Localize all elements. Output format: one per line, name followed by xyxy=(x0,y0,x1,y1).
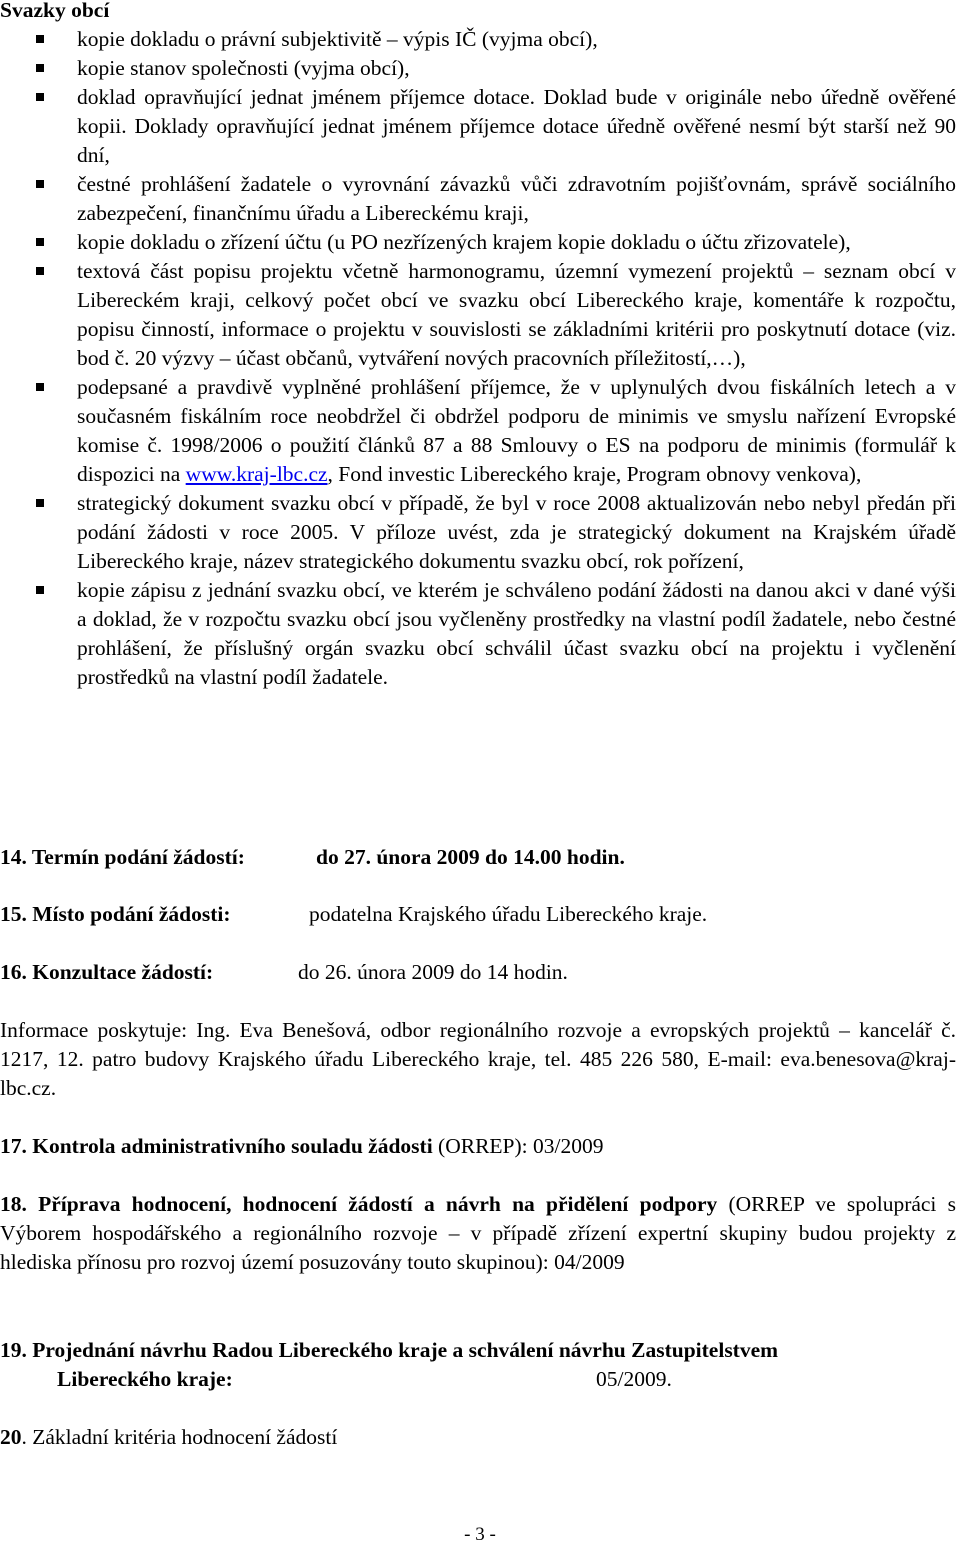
list-item: kopie zápisu z jednání svazku obcí, ve kterém je schváleno podání žádosti na danou akci v dané výši a doklad, že v rozpočtu svazku obcí jsou vyčleněny prostředky na vlastní podíl žadatele, nebo čestné prohlášení, že příslušný orgán svazku obcí schválil účast svazku obcí na projektu i vyčlenění prostředků na vlastní podíl žadatele. xyxy=(0,576,956,692)
list-item: doklad opravňující jednat jménem příjemce dotace. Doklad bude v originále nebo úředně ověřené kopii. Doklady opravňující jednat jménem příjemce dotace úředně ověřené nesmí být starší než 90 dní, xyxy=(0,83,956,170)
section-16-label: 16. Konzultace žádostí: xyxy=(0,960,214,984)
section-20-number: 20 xyxy=(0,1425,22,1449)
section-19-label-line2: Libereckého kraje: xyxy=(57,1367,233,1391)
list-item: čestné prohlášení žadatele o vyrovnání závazků vůči zdravotním pojišťovnám, správě sociálního zabezpečení, finančnímu úřadu a Libereckému kraji, xyxy=(0,170,956,228)
section-18 xyxy=(0,1190,956,1277)
section-15-label: 15. Místo podání žádosti: xyxy=(0,902,231,926)
section-17-label: 17. Kontrola administrativního souladu žádosti xyxy=(0,1134,433,1158)
square-bullet-icon xyxy=(36,35,44,43)
list-item: kopie dokladu o zřízení účtu (u PO nezřízených krajem kopie dokladu o účtu zřizovatele), xyxy=(0,228,956,257)
required-documents-list xyxy=(0,25,956,692)
square-bullet-icon xyxy=(36,383,44,391)
square-bullet-icon xyxy=(36,64,44,72)
section-16-value: do 26. února 2009 do 14 hodin. xyxy=(298,960,568,984)
page-number: - 3 - xyxy=(464,1524,496,1545)
list-item: strategický dokument svazku obcí v případě, že byl v roce 2008 aktualizován nebo nebyl předán při podání žádosti v roce 2005. V příloze uvést, zda je strategický dokument na Krajském úřadě Libereckého kraje, název strategického dokumentu svazku obcí, rok pořízení, xyxy=(0,489,956,576)
section-15-value: podatelna Krajského úřadu Libereckého kraje. xyxy=(309,902,708,926)
list-item-de-minimis: podepsané a pravdivě vyplněné prohlášení příjemce, že v uplynulých dvou fiskálních letech a v současném fiskálním roce neobdržel či obdržel podporu de minimis ve smyslu nařízení Evropské komise č. 1998/2006 o použití článků 87 a 88 Smlouvy o ES na podporu de minimis (formulář k dispozici na www.kraj-lbc.cz, Fond investic Libereckého kraje, Program obnovy venkova), xyxy=(0,373,956,489)
kraj-lbc-link[interactable]: www.kraj-lbc.cz xyxy=(185,462,328,486)
section-19-label-line1: 19. Projednání návrhu Radou Libereckého kraje a schválení návrhu Zastupitelstvem xyxy=(0,1338,779,1362)
section-17-value: (ORREP): 03/2009 xyxy=(432,1134,604,1158)
square-bullet-icon xyxy=(36,93,44,101)
list-item: kopie stanov společnosti (vyjma obcí), xyxy=(0,54,956,83)
section-heading: Svazky obcí xyxy=(0,0,110,22)
section-19-value: 05/2009. xyxy=(596,1367,672,1391)
section-20 xyxy=(0,1423,956,1452)
section-14-value: do 27. února 2009 do 14.00 hodin. xyxy=(316,845,625,869)
list-item: kopie dokladu o právní subjektivitě – výpis IČ (vyjma obcí), xyxy=(0,25,956,54)
square-bullet-icon xyxy=(36,180,44,188)
square-bullet-icon xyxy=(36,267,44,275)
list-item: textová část popisu projektu včetně harmonogramu, územní vymezení projektů – seznam obcí v Libereckém kraji, celkový počet obcí ve svazku obcí Libereckého kraje, komentáře k rozpočtu, popisu činností, informace o projektu v souvislosti se základními kritérii pro poskytnutí dotace (viz. bod č. 20 výzvy – účast občanů, vytváření nových pracovních příležitostí,…), xyxy=(0,257,956,373)
section-20-text: . Základní kritéria hodnocení žádostí xyxy=(21,1425,338,1449)
section-18-label: 18. Příprava hodnocení, hodnocení žádostí a návrh na přidělení podpory xyxy=(0,1192,718,1216)
section-17 xyxy=(0,1132,956,1161)
section-14-label: 14. Termín podání žádostí: xyxy=(0,845,245,869)
square-bullet-icon xyxy=(36,586,44,594)
contact-info: Informace poskytuje: Ing. Eva Benešová, odbor regionálního rozvoje a evropských projektů – kancelář č. 1217, 12. patro budovy Krajského úřadu Libereckého kraje, tel. 485 226 580, E-mail: eva.benesova@kraj-lbc.cz. xyxy=(0,1018,956,1100)
square-bullet-icon xyxy=(36,499,44,507)
square-bullet-icon xyxy=(36,238,44,246)
section-18-value: (ORREP ve spolupráci s Výborem hospodářského a regionálního rozvoje – v případě zřízení expertní skupiny budou projekty z hlediska přínosu pro rozvoj území posuzovány touto skupinou): 04/2009 xyxy=(0,1192,956,1274)
